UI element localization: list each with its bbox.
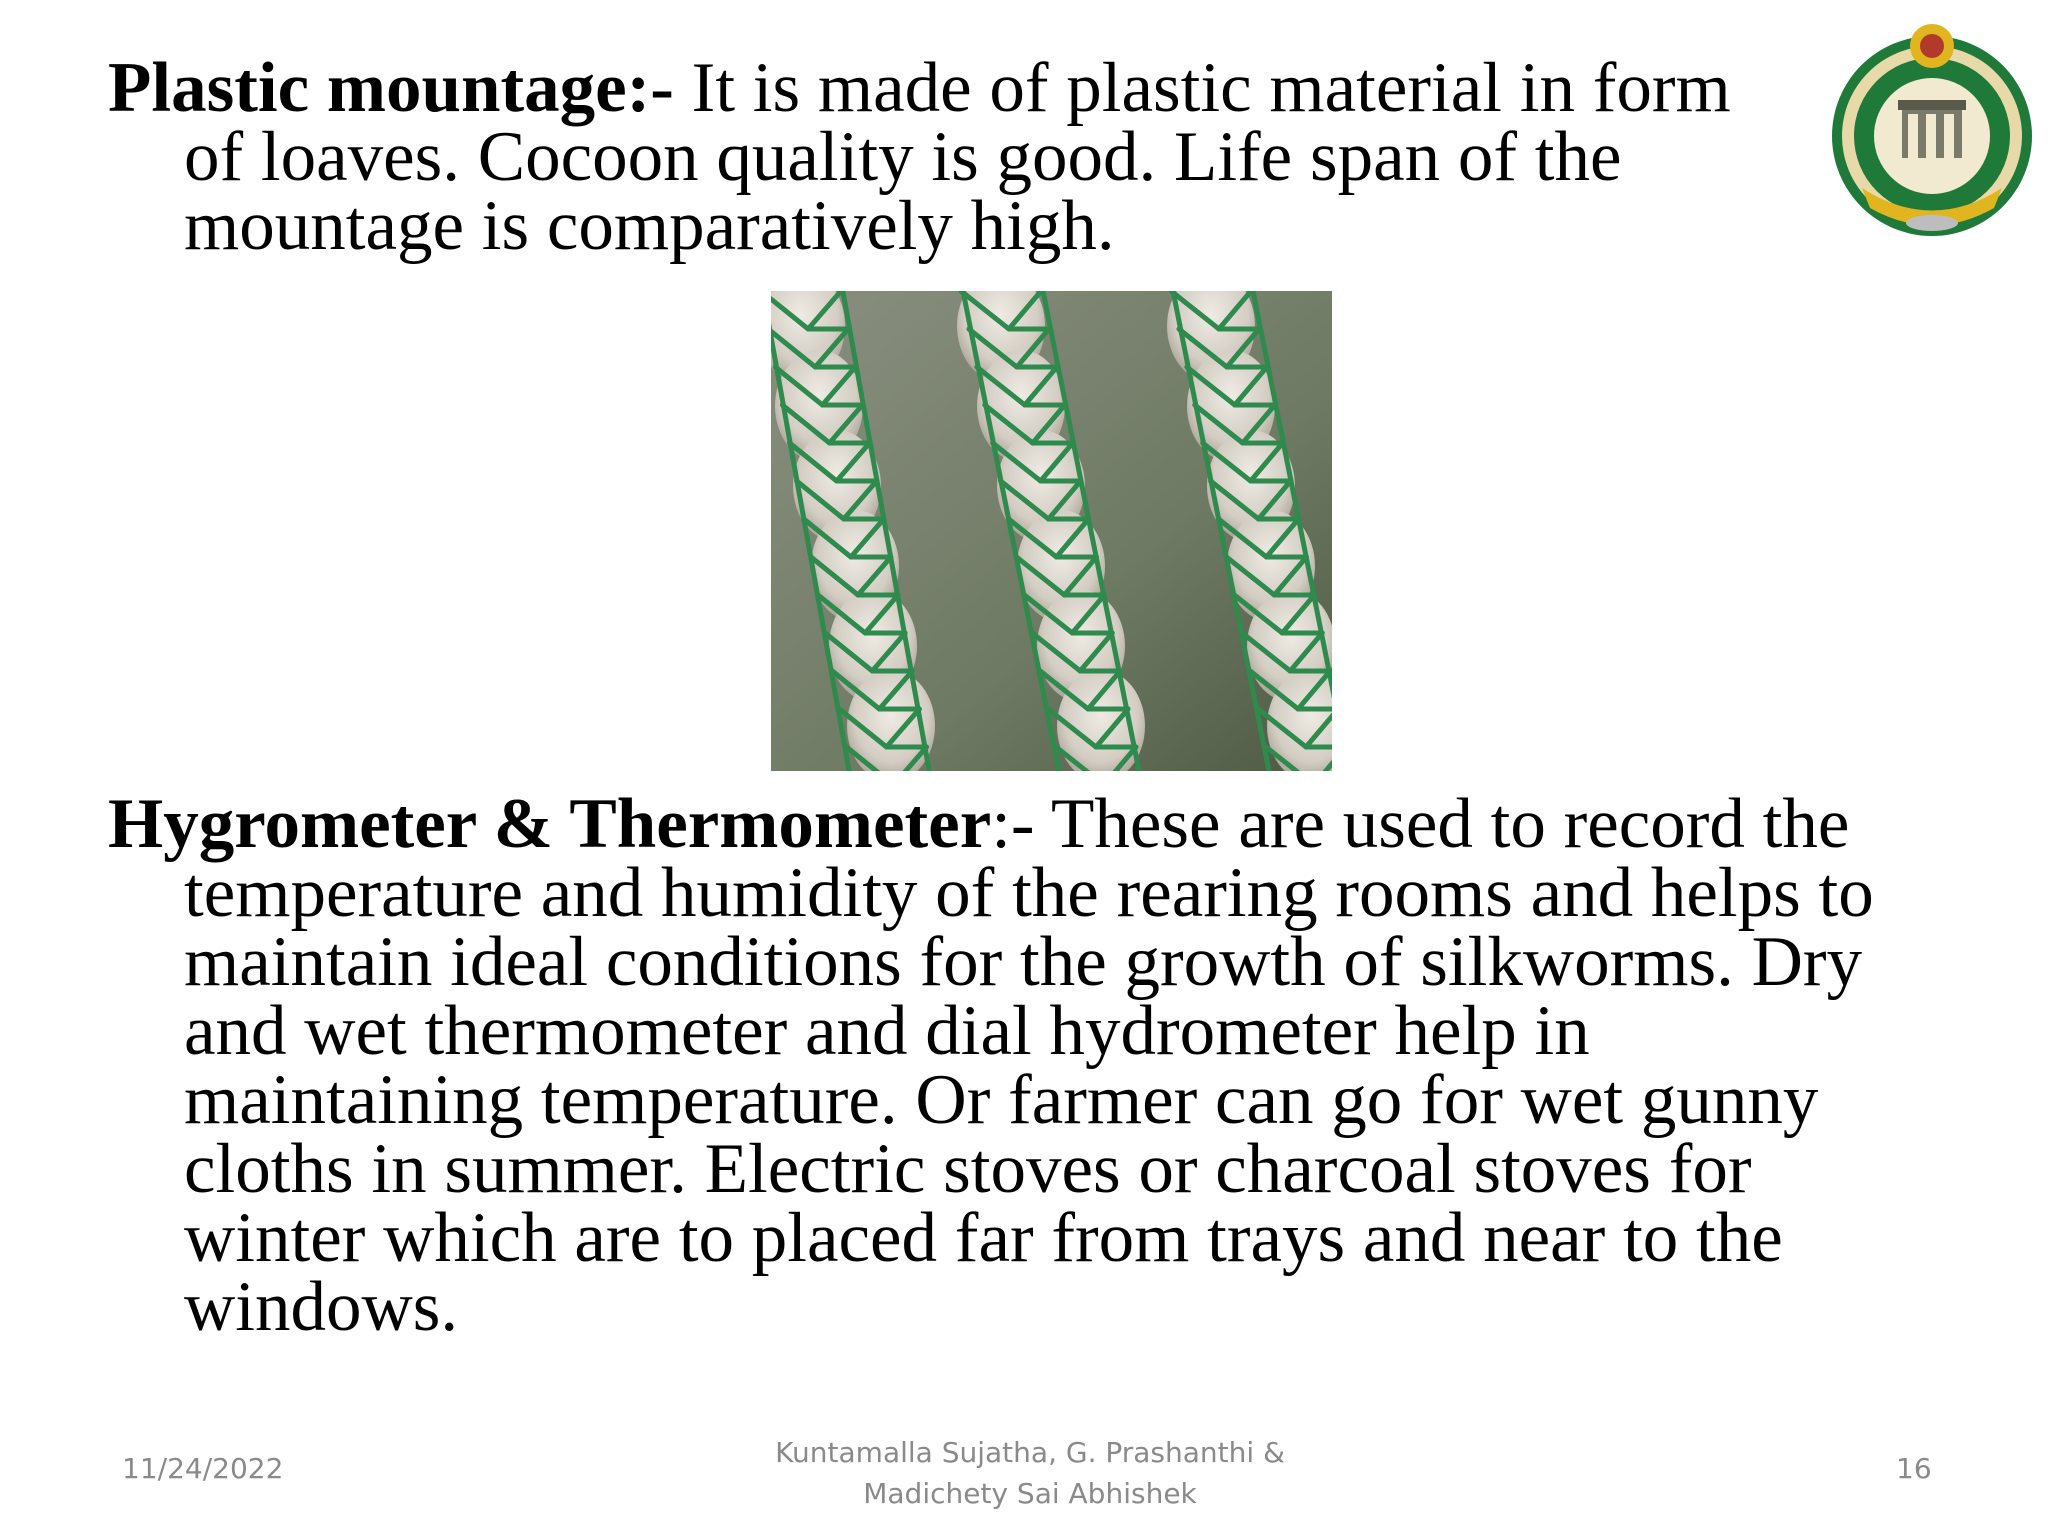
- hygrometer-line-6: cloths in summer. Electric stoves or charcoal stoves for: [184, 1130, 1752, 1208]
- hygrometer-line-7: winter which are to placed far from trays and near to the: [184, 1199, 1783, 1277]
- hygrometer-line-2: temperature and humidity of the rearing rooms and helps to: [184, 854, 1874, 932]
- hygrometer-heading: Hygrometer & Thermometer: [108, 785, 992, 863]
- plastic-line-1: It is made of plastic material in form: [673, 49, 1731, 127]
- footer-author-line-2: Madichety Sai Abhishek: [863, 1477, 1197, 1510]
- hygrometer-line-3: maintain ideal conditions for the growth of silkworms. Dry: [184, 923, 1863, 1001]
- footer-author: [720, 1432, 1340, 1514]
- footer-date: 11/24/2022: [122, 1452, 284, 1485]
- plastic-line-3: mountage is comparatively high.: [184, 187, 1115, 265]
- plastic-mountage-photo: [771, 291, 1332, 771]
- hygrometer-line-4: and wet thermometer and dial hydrometer help in: [184, 992, 1590, 1070]
- hygrometer-line-5: maintaining temperature. Or farmer can go for wet gunny: [184, 1061, 1819, 1139]
- plastic-mountage-heading: Plastic mountage:-: [108, 49, 674, 127]
- footer-page-number: 16: [1896, 1452, 1932, 1485]
- hygrometer-separator: :-: [991, 785, 1052, 863]
- hygrometer-paragraph: [108, 785, 1968, 1346]
- hygrometer-line-8: windows.: [184, 1268, 459, 1346]
- hygrometer-line-1: These are used to record the: [1051, 785, 1850, 863]
- plastic-mountage-paragraph: [108, 49, 1808, 265]
- university-seal-icon: [1822, 18, 2042, 240]
- plastic-line-2: of loaves. Cocoon quality is good. Life span of the: [184, 118, 1622, 196]
- footer-author-line-1: Kuntamalla Sujatha, G. Prashanthi &: [775, 1436, 1285, 1469]
